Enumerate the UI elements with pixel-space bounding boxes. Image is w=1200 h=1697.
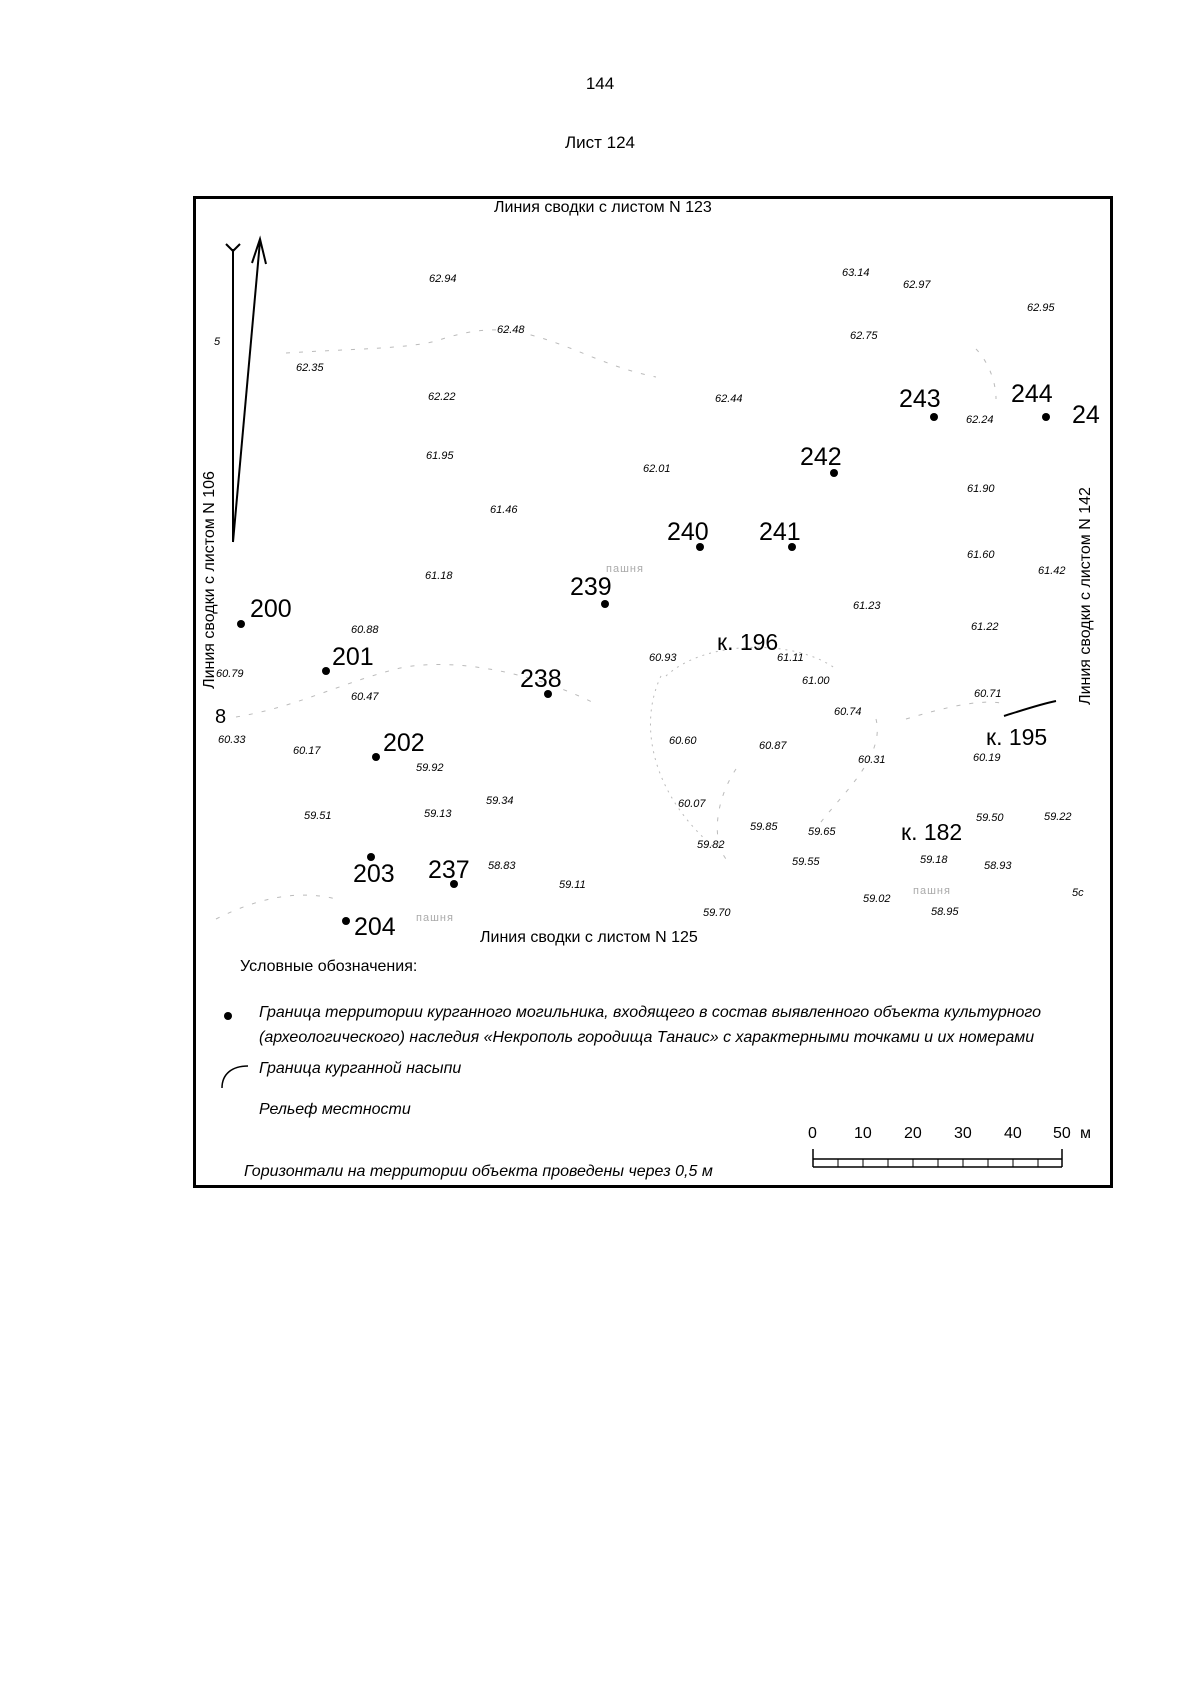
elevation-mark: 61.42 (1038, 565, 1066, 577)
elevation-mark: 60.93 (649, 652, 677, 664)
elevation-mark: 58.93 (984, 860, 1012, 872)
point-label: 244 (1011, 380, 1053, 408)
point-marker (1042, 413, 1050, 421)
elevation-mark: 59.50 (976, 812, 1004, 824)
elevation-mark: 60.33 (218, 734, 246, 746)
edge-fragment: 5с (1072, 887, 1084, 899)
elevation-mark: 62.48 (497, 324, 525, 336)
field-label: пашня (913, 885, 951, 897)
elevation-mark: 61.11 (777, 652, 804, 664)
scale-tick-label: 30 (954, 1125, 972, 1142)
elevation-mark: 61.90 (967, 483, 995, 495)
north-arrow-icon (226, 239, 266, 542)
elevation-mark: 61.60 (967, 549, 995, 561)
edge-fragment: 5 (214, 336, 221, 348)
point-label: 239 (570, 573, 612, 601)
elevation-mark: 62.22 (428, 391, 456, 403)
edge-label-top: Линия сводки с листом N 123 (494, 199, 712, 216)
elevation-mark: 62.44 (715, 393, 743, 405)
elevation-mark: 62.75 (850, 330, 878, 342)
legend-contours-note: Горизонтали на территории объекта проведены через 0,5 м (244, 1163, 713, 1180)
elevation-mark: 60.31 (858, 754, 886, 766)
elevation-mark: 60.07 (678, 798, 706, 810)
elevation-mark: 59.34 (486, 795, 514, 807)
scale-tick-label: 50 (1053, 1125, 1071, 1142)
field-label: пашня (416, 912, 454, 924)
field-label: пашня (606, 563, 644, 575)
point-label: 238 (520, 665, 562, 693)
elevation-mark: 59.11 (559, 879, 586, 891)
kurgan-label: к. 196 (717, 629, 779, 655)
elevation-mark: 62.24 (966, 414, 994, 426)
elevation-mark: 59.85 (750, 821, 778, 833)
scale-unit: м (1080, 1125, 1091, 1142)
elevation-mark: 59.02 (863, 893, 891, 905)
point-label: 242 (800, 443, 842, 471)
elevation-mark: 59.13 (424, 808, 452, 820)
edge-label-left: Линия сводки с листом N 106 (201, 471, 218, 689)
edge-fragment: 8 (215, 706, 227, 728)
elevation-mark: 58.83 (488, 860, 516, 872)
elevation-mark: 60.17 (293, 745, 321, 757)
elevation-mark: 63.14 (842, 267, 870, 279)
elevation-mark: 59.65 (808, 826, 836, 838)
mound-boundary-icon (218, 1062, 254, 1092)
legend-point-icon (224, 1012, 232, 1020)
scale-tick-label: 20 (904, 1125, 922, 1142)
legend-title: Условные обозначения: (240, 958, 418, 975)
elevation-mark: 62.94 (429, 273, 457, 285)
elevation-mark: 59.18 (920, 854, 948, 866)
edge-label-right: Линия сводки с листом N 142 (1077, 487, 1094, 705)
elevation-mark: 60.71 (974, 688, 1002, 700)
point-marker (930, 413, 938, 421)
elevation-mark: 60.79 (216, 668, 244, 680)
elevation-mark: 60.60 (669, 735, 697, 747)
point-marker (237, 620, 245, 628)
kurgan-label: к. 182 (901, 819, 963, 845)
elevation-mark: 59.55 (792, 856, 820, 868)
scale-bar (808, 1125, 1112, 1175)
elevation-mark: 61.23 (853, 600, 881, 612)
kurgan-195-arc (1004, 701, 1056, 716)
sheet-title: Лист 124 (564, 133, 636, 152)
point-label: 203 (353, 860, 395, 888)
elevation-mark: 61.00 (802, 675, 830, 687)
point-marker (372, 753, 380, 761)
elevation-mark: 60.74 (834, 706, 862, 718)
point-label: 240 (667, 518, 709, 546)
point-marker (342, 917, 350, 925)
elevation-mark: 58.95 (931, 906, 959, 918)
elevation-mark: 60.88 (351, 624, 379, 636)
point-label: 200 (250, 595, 292, 623)
elevation-mark: 59.82 (697, 839, 725, 851)
legend-relief: Рельеф местности (259, 1101, 411, 1118)
page-number: 144 (585, 74, 615, 93)
elevation-mark: 61.46 (490, 504, 518, 516)
point-label: 24 (1072, 401, 1100, 429)
point-label: 243 (899, 385, 941, 413)
edge-label-bottom: Линия сводки с листом N 125 (480, 929, 698, 946)
point-label: 202 (383, 729, 425, 757)
elevation-mark: 62.95 (1027, 302, 1055, 314)
elevation-mark: 61.18 (425, 570, 453, 582)
elevation-mark: 62.97 (903, 279, 931, 291)
elevation-mark: 59.51 (304, 810, 332, 822)
point-label: 241 (759, 518, 801, 546)
elevation-mark: 61.95 (426, 450, 454, 462)
scale-bar-graphic (812, 1149, 1068, 1169)
legend-mound-boundary: Граница курганной насыпи (259, 1060, 462, 1077)
scale-tick-label: 10 (854, 1125, 872, 1142)
elevation-mark: 60.87 (759, 740, 787, 752)
point-label: 237 (428, 856, 470, 884)
scale-tick-label: 0 (808, 1125, 817, 1142)
elevation-mark: 61.22 (971, 621, 999, 633)
elevation-mark: 62.01 (643, 463, 671, 475)
kurgan-label: к. 195 (986, 724, 1048, 750)
legend-territory-line2: (археологического) наследия «Некрополь городища Танаис» с характерными точками и их номерами (259, 1029, 1035, 1046)
elevation-mark: 62.35 (296, 362, 324, 374)
contour-lines (216, 330, 1006, 919)
point-marker (322, 667, 330, 675)
elevation-mark: 59.22 (1044, 811, 1072, 823)
point-label: 201 (332, 643, 374, 671)
elevation-mark: 60.47 (351, 691, 379, 703)
elevation-mark: 59.92 (416, 762, 444, 774)
scale-tick-label: 40 (1004, 1125, 1022, 1142)
elevation-mark: 60.19 (973, 752, 1001, 764)
legend-territory-line1: Граница территории курганного могильника, входящего в состав выявленного объекта культурного (259, 1004, 1042, 1021)
elevation-mark: 59.70 (703, 907, 731, 919)
point-label: 204 (354, 913, 396, 941)
